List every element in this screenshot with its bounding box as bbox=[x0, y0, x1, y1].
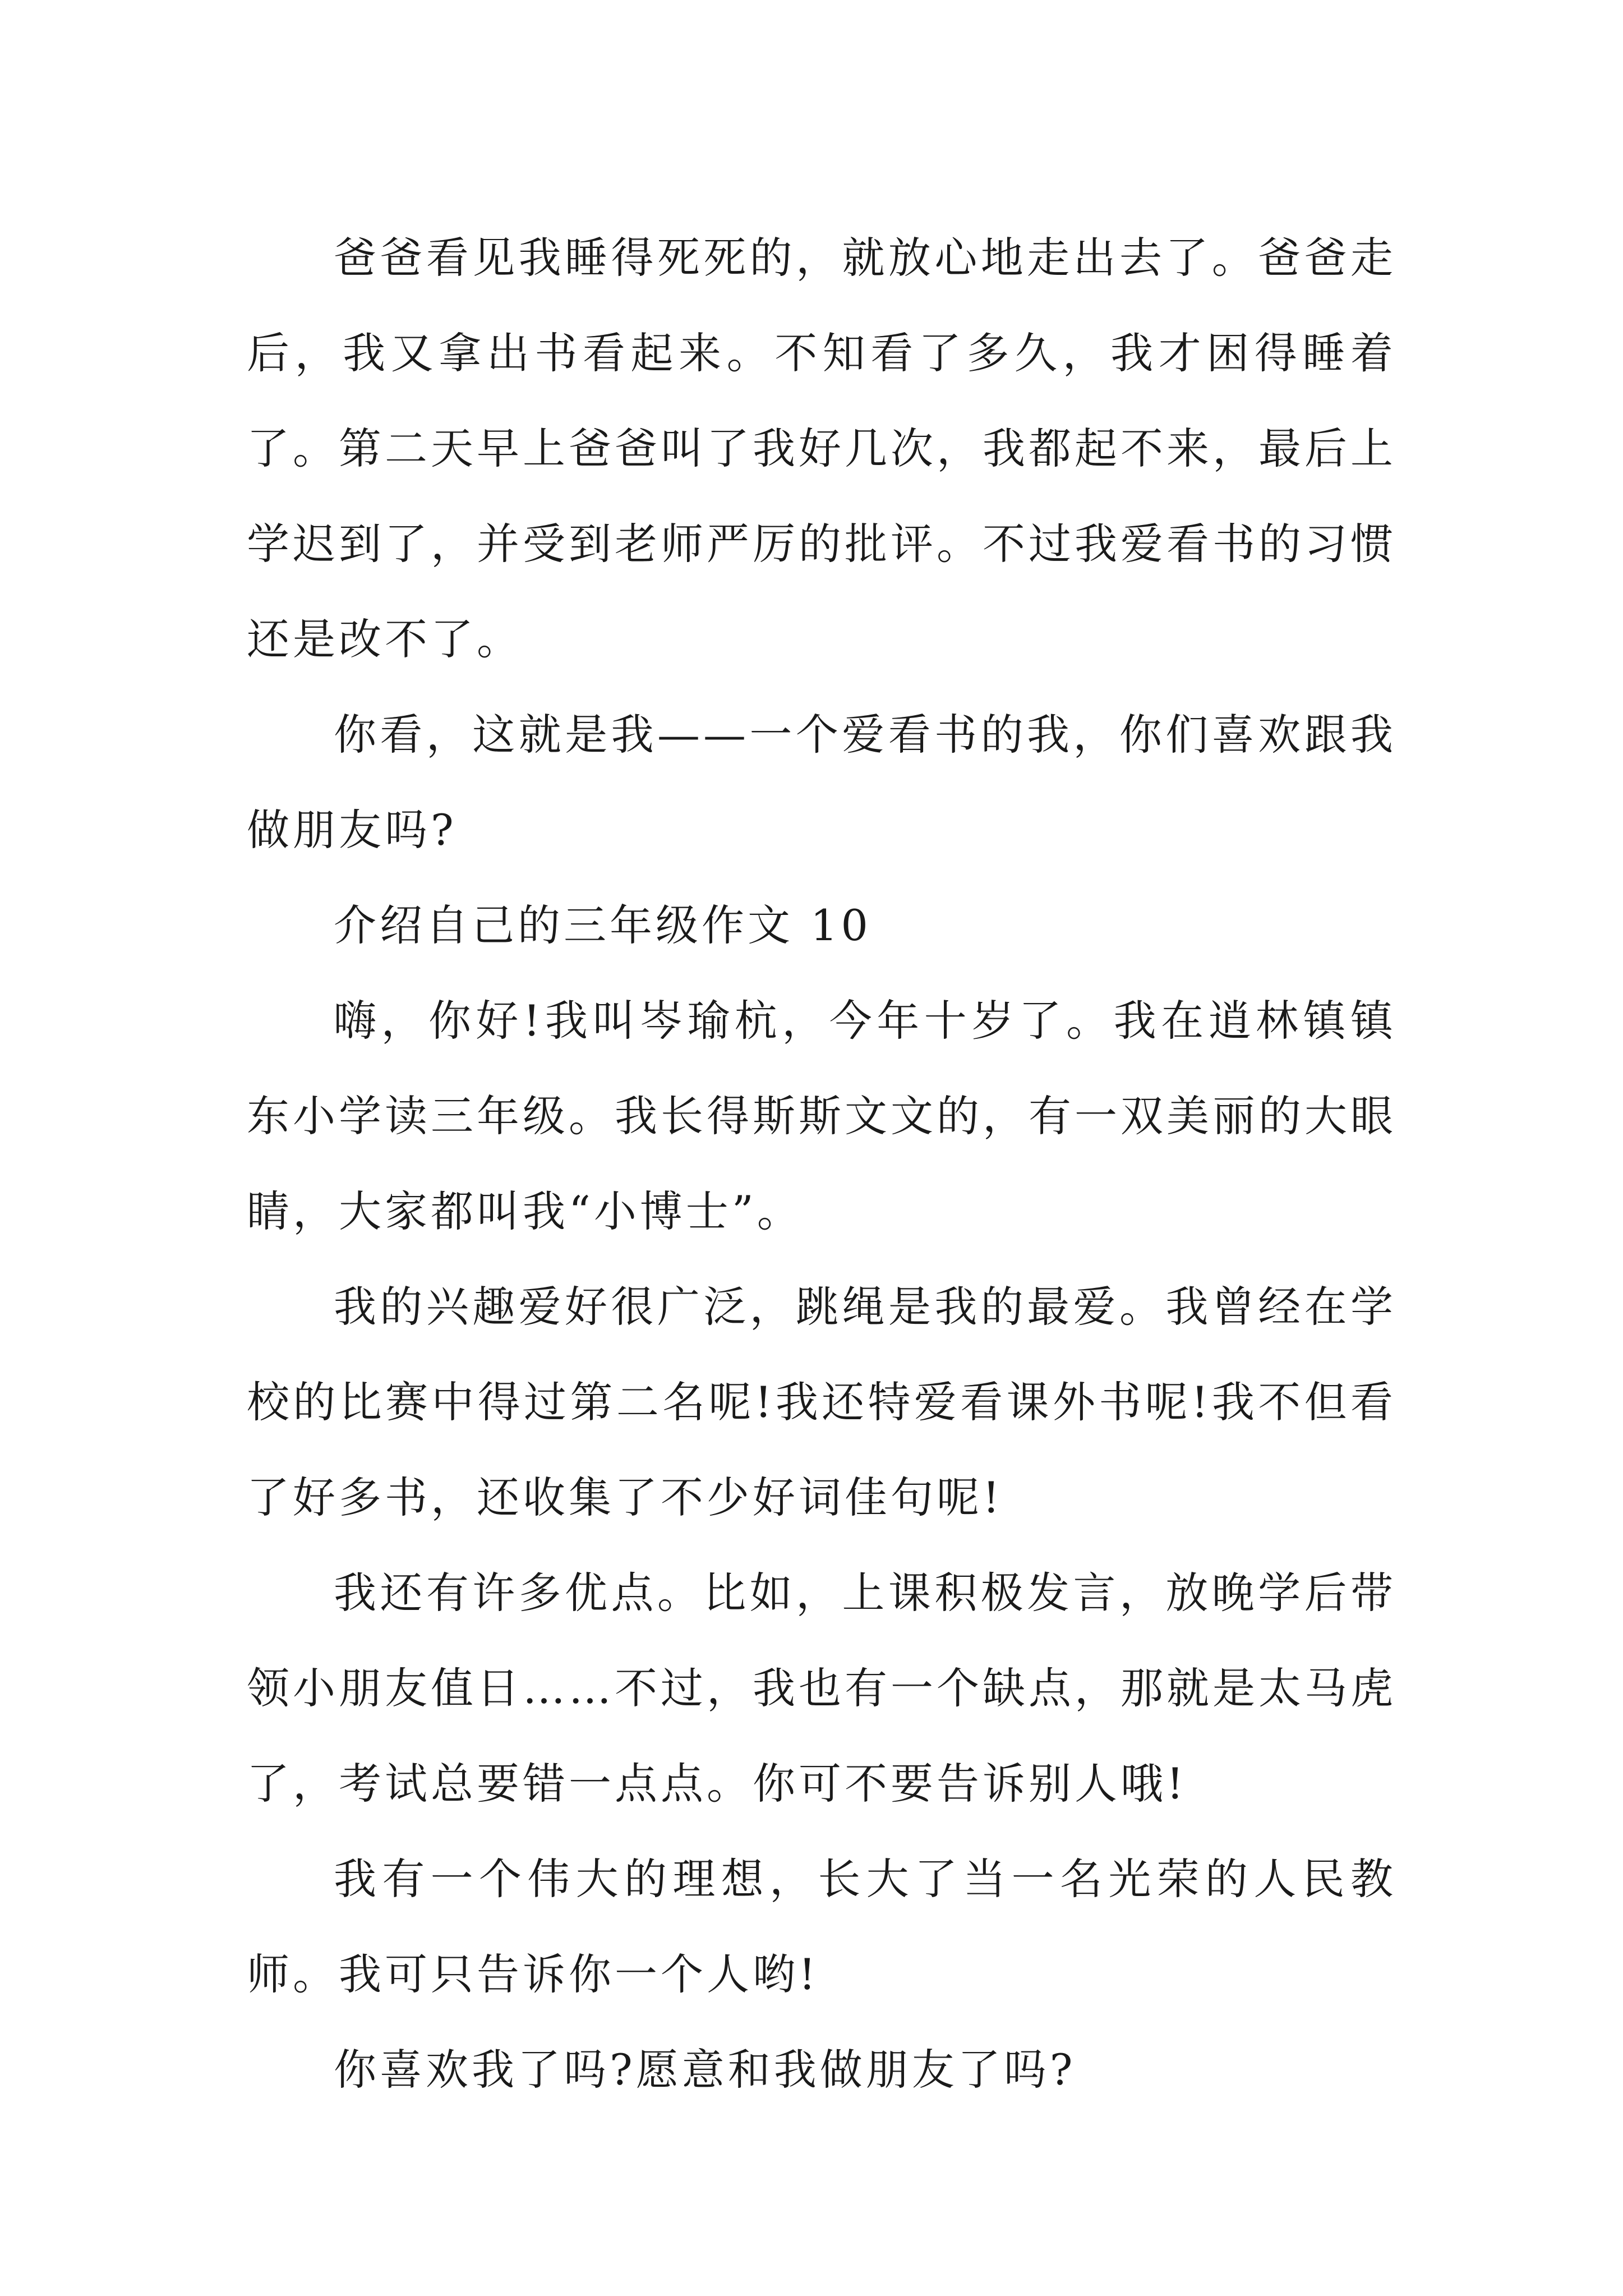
paragraph-6: 我有一个伟大的理想，长大了当一名光荣的人民教师。我可只告诉你一个人哟! bbox=[247, 1854, 1396, 1999]
paragraph-3: 嗨，你好!我叫岑瑜杭，今年十岁了。我在逍林镇镇东小学读三年级。我长得斯斯文文的，有一双美丽的大眼睛，大家都叫我“小博士”。 bbox=[247, 996, 1396, 1236]
paragraph-4: 我的兴趣爱好很广泛，跳绳是我的最爱。我曾经在学校的比赛中得过第二名呢!我还特爱看课外书呢!我不但看了好多书，还收集了不少好词佳句呢! bbox=[247, 1282, 1396, 1522]
paragraph-5: 我还有许多优点。比如，上课积极发言，放晚学后带领小朋友值日……不过，我也有一个缺点，那就是太马虎了，考试总要错一点点。你可不要告诉别人哦! bbox=[247, 1568, 1396, 1809]
paragraph-7: 你喜欢我了吗?愿意和我做朋友了吗? bbox=[334, 2045, 1076, 2095]
essay-heading: 介绍自己的三年级作文 10 bbox=[334, 900, 872, 950]
paragraph-2: 你看，这就是我——一个爱看书的我，你们喜欢跟我做朋友吗? bbox=[247, 710, 1396, 855]
essay-text-block bbox=[247, 210, 1396, 2118]
paragraph-1: 爸爸看见我睡得死死的，就放心地走出去了。爸爸走后，我又拿出书看起来。不知看了多久，我才困得睡着了。第二天早上爸爸叫了我好几次，我都起不来，最后上学迟到了，并受到老师严厉的批评。不过我爱看书的习惯还是改不了。 bbox=[247, 233, 1396, 664]
